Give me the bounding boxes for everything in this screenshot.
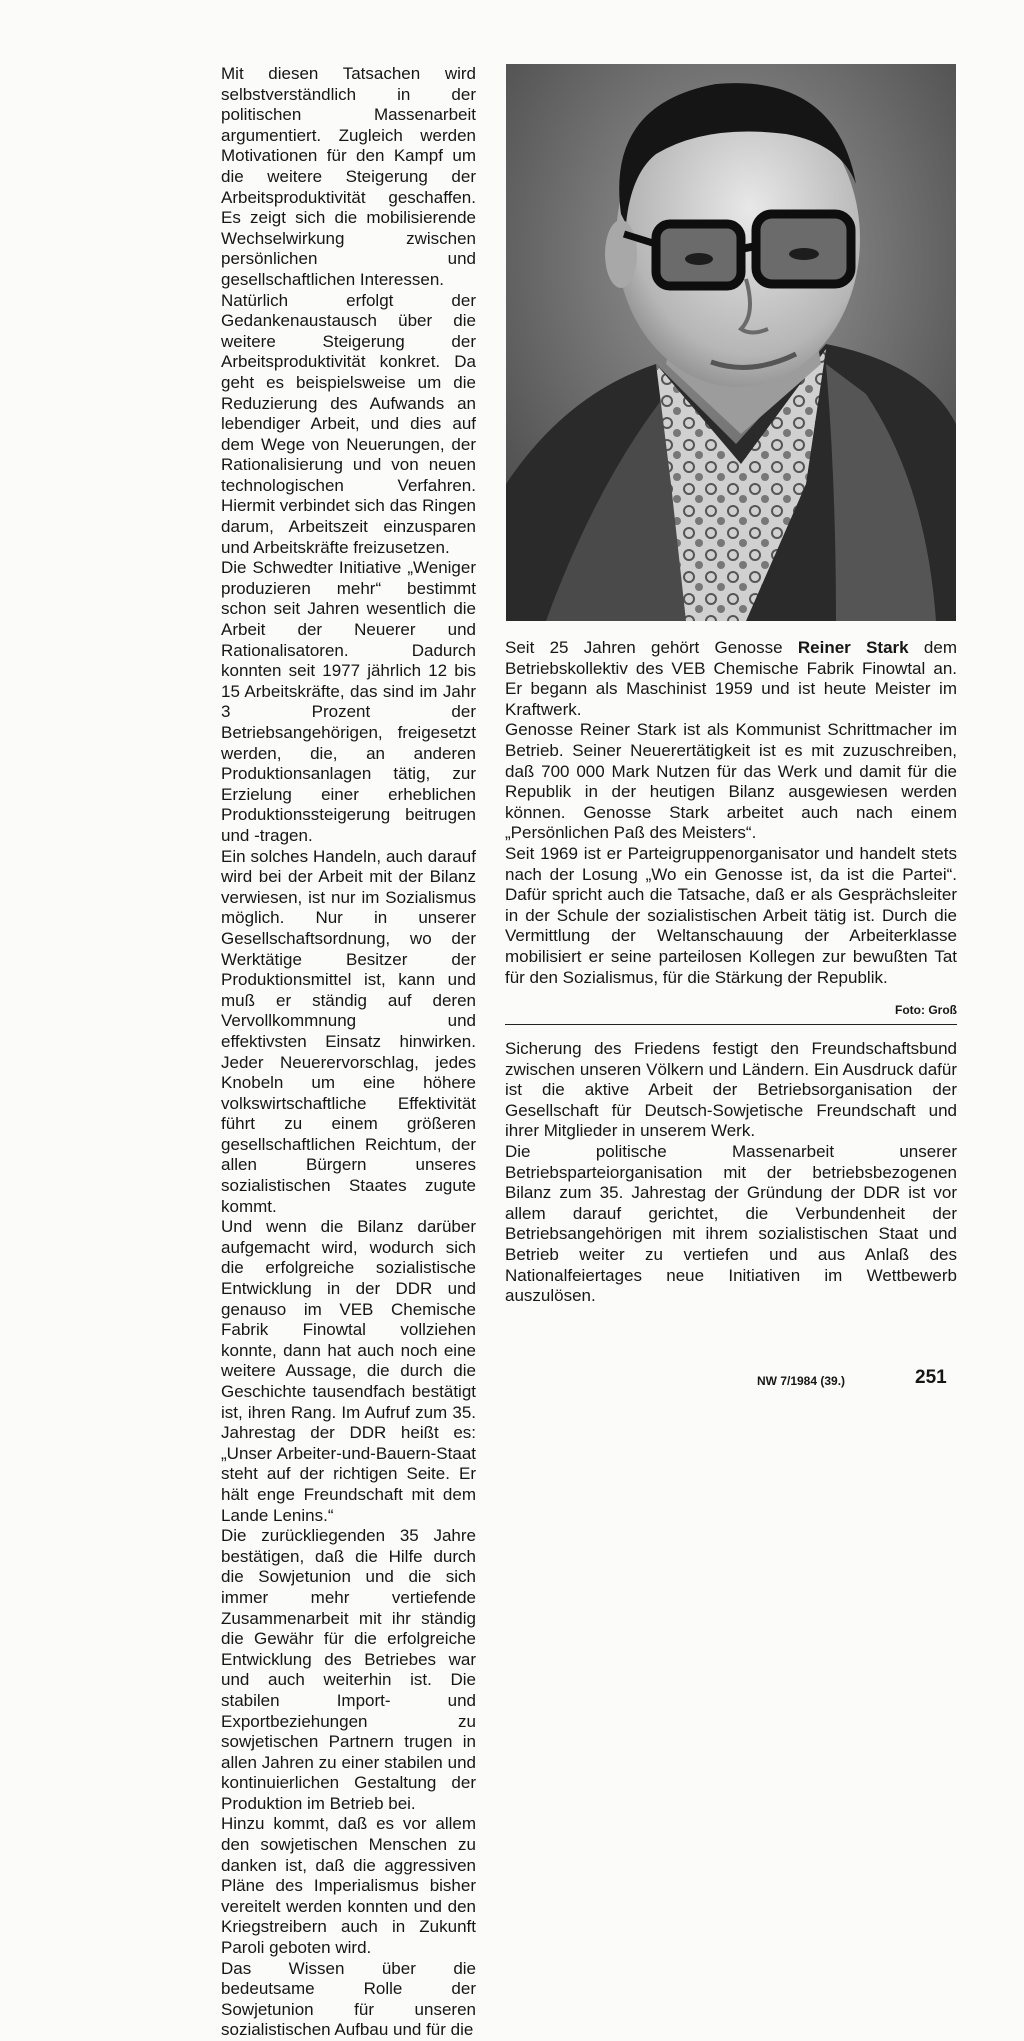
paragraph: Hinzu kommt, daß es vor allem den sowjetischen Menschen zu danken ist, daß die aggressiven Pläne des Imperialismus bisher vereitelt werden konnten und den Kriegstreibern auch in Zukunft Paroli geboten wird. — [221, 1814, 476, 1958]
person-name: Reiner Stark — [797, 638, 909, 657]
portrait-photo — [506, 64, 956, 621]
paragraph: Sicherung des Friedens festigt den Freundschaftsbund zwischen unseren Völkern und Ländern. Ein Ausdruck dafür ist die aktive Arbeit der Betriebsorganisation der Gesellschaft für Deutsch-Sowjetische Freundschaft und ihrer Mitglieder in unserem Werk. — [505, 1039, 957, 1141]
portrait-illustration — [506, 64, 956, 621]
divider — [505, 1024, 957, 1025]
paragraph: Und wenn die Bilanz darüber aufgemacht wird, wodurch sich die erfolgreiche sozialistische Entwicklung in der DDR und genauso im VEB Chemische Fabrik Finowtal vollziehen konnte, dann hat auch noch eine weitere Aussage, die durch die Geschichte tausendfach bestätigt ist, ihren Rang. Im Aufruf zum 35. Jahrestag der DDR heißt es: „Unser Arbeiter-und-Bauern-Staat steht auf der richtigen Seite. Er hält enge Freundschaft mit dem Lande Lenins.“ — [221, 1217, 476, 1525]
paragraph: Mit diesen Tatsachen wird selbstverständlich in der politischen Massenarbeit argumentiert. Zugleich werden Motivationen für den Kampf um die weitere Steigerung der Arbeitsproduktivität geschaffen. Es zeigt sich die mobilisierende Wechselwirkung zwischen persönlichen und gesellschaftlichen Interessen. — [221, 64, 476, 289]
paragraph: Das Wissen über die bedeutsame Rolle der Sowjetunion für unseren sozialistischen Aufbau und für die — [221, 1958, 476, 2040]
photo-caption — [505, 638, 957, 988]
right-text-column — [505, 1039, 957, 1307]
left-text-column — [221, 64, 476, 2041]
page-number: 251 — [915, 1367, 947, 1388]
caption-paragraph: Seit 1969 ist er Parteigruppenorganisator und handelt stets nach der Losung „Wo ein Genosse ist, da ist die Partei“. Dafür spricht auch die Tatsache, daß er als Gesprächsleiter in der Schule der sozialistischen Arbeit tätig ist. Durch die Vermittlung der Weltanschauung der Arbeiterklasse mobilisiert er seine parteilosen Kollegen zur bewußten Tat für den Sozialismus, für die Stärkung der Republik. — [505, 843, 957, 987]
paragraph: Natürlich erfolgt der Gedankenaustausch über die weitere Steigerung der Arbeitsproduktivität konkret. Da geht es beispielsweise um die Reduzierung des Aufwands an lebendiger Arbeit, und dies auf dem Wege von Neuerungen, der Rationalisierung und von neuen technologischen Verfahren. Hiermit verbindet sich das Ringen darum, Arbeitszeit einzusparen und Arbeitskräfte freizusetzen. — [221, 290, 476, 557]
paragraph: Die Schwedter Initiative „Weniger produzieren mehr“ bestimmt schon seit Jahren wesentlich die Arbeit der Neuerer und Rationalisatoren. Dadurch konnten seit 1977 jährlich 12 bis 15 Arbeitskräfte, das sind im Jahr 3 Prozent der Betriebsangehörigen, freigesetzt werden, die, an anderen Produktionsanlagen tätig, zur Erzielung einer erheblichen Produktionssteigerung beitrugen und -tragen. — [221, 558, 476, 845]
caption-paragraph — [505, 638, 957, 720]
caption-text: Seit 25 Jahren gehört Genosse — [505, 638, 798, 657]
paragraph: Die zurückliegenden 35 Jahre bestätigen, daß die Hilfe durch die Sowjetunion und die sich immer mehr vertiefende Zusammenarbeit mit ihr ständig die Gewähr für die erfolgreiche Entwicklung des Betriebes war und auch weiterhin ist. Die stabilen Import- und Exportbeziehungen zu sowjetischen Partnern trugen in allen Jahren zu einer stabilen und kontinuierlichen Gestaltung der Produktion im Betrieb bei. — [221, 1526, 476, 1813]
paragraph: Ein solches Handeln, auch darauf wird bei der Arbeit mit der Bilanz verwiesen, ist nur im Sozialismus möglich. Nur in unserer Gesellschaftsordnung, wo der Werktätige Besitzer der Produktionsmittel ist, kann und muß er ständig auf deren Vervollkommnung und effektivsten Einsatz hinwirken. Jeder Neuerervorschlag, jedes Knobeln um eine höhere volkswirtschaftliche Effektivität führt zu einem größeren gesellschaftlichen Reichtum, der allen Bürgern unseres sozialistischen Staates zugute kommt. — [221, 846, 476, 1216]
caption-paragraph: Genosse Reiner Stark ist als Kommunist Schrittmacher im Betrieb. Seiner Neuerertätigkeit ist es mit zuzuschreiben, daß 700 000 Mark Nutzen für das Werk und damit für die Republik in der heutigen Bilanz ausgewiesen werden können. Genosse Stark arbeitet auch nach einem „Persönlichen Paß des Meisters“. — [505, 720, 957, 843]
photo-credit: Foto: Groß — [895, 1003, 957, 1017]
issue-reference: NW 7/1984 (39.) — [757, 1374, 846, 1388]
paragraph: Die politische Massenarbeit unserer Betriebsparteiorganisation mit der betriebsbezogenen Bilanz zum 35. Jahrestag der Gründung der DDR ist vor allem darauf gerichtet, die Verbundenheit der Betriebsangehörigen mit ihrem sozialistischen Staat und Betrieb weiter zu vertiefen und aus Anlaß des Nationalfeiertages neue Initiativen im Wettbewerb auszulösen. — [505, 1141, 957, 1306]
caption-text: dem Betriebskollektiv des VEB Chemische Fabrik Finowtal an. Er begann als Maschinist 1959 und ist heute Meister im Kraftwerk. — [505, 638, 957, 719]
